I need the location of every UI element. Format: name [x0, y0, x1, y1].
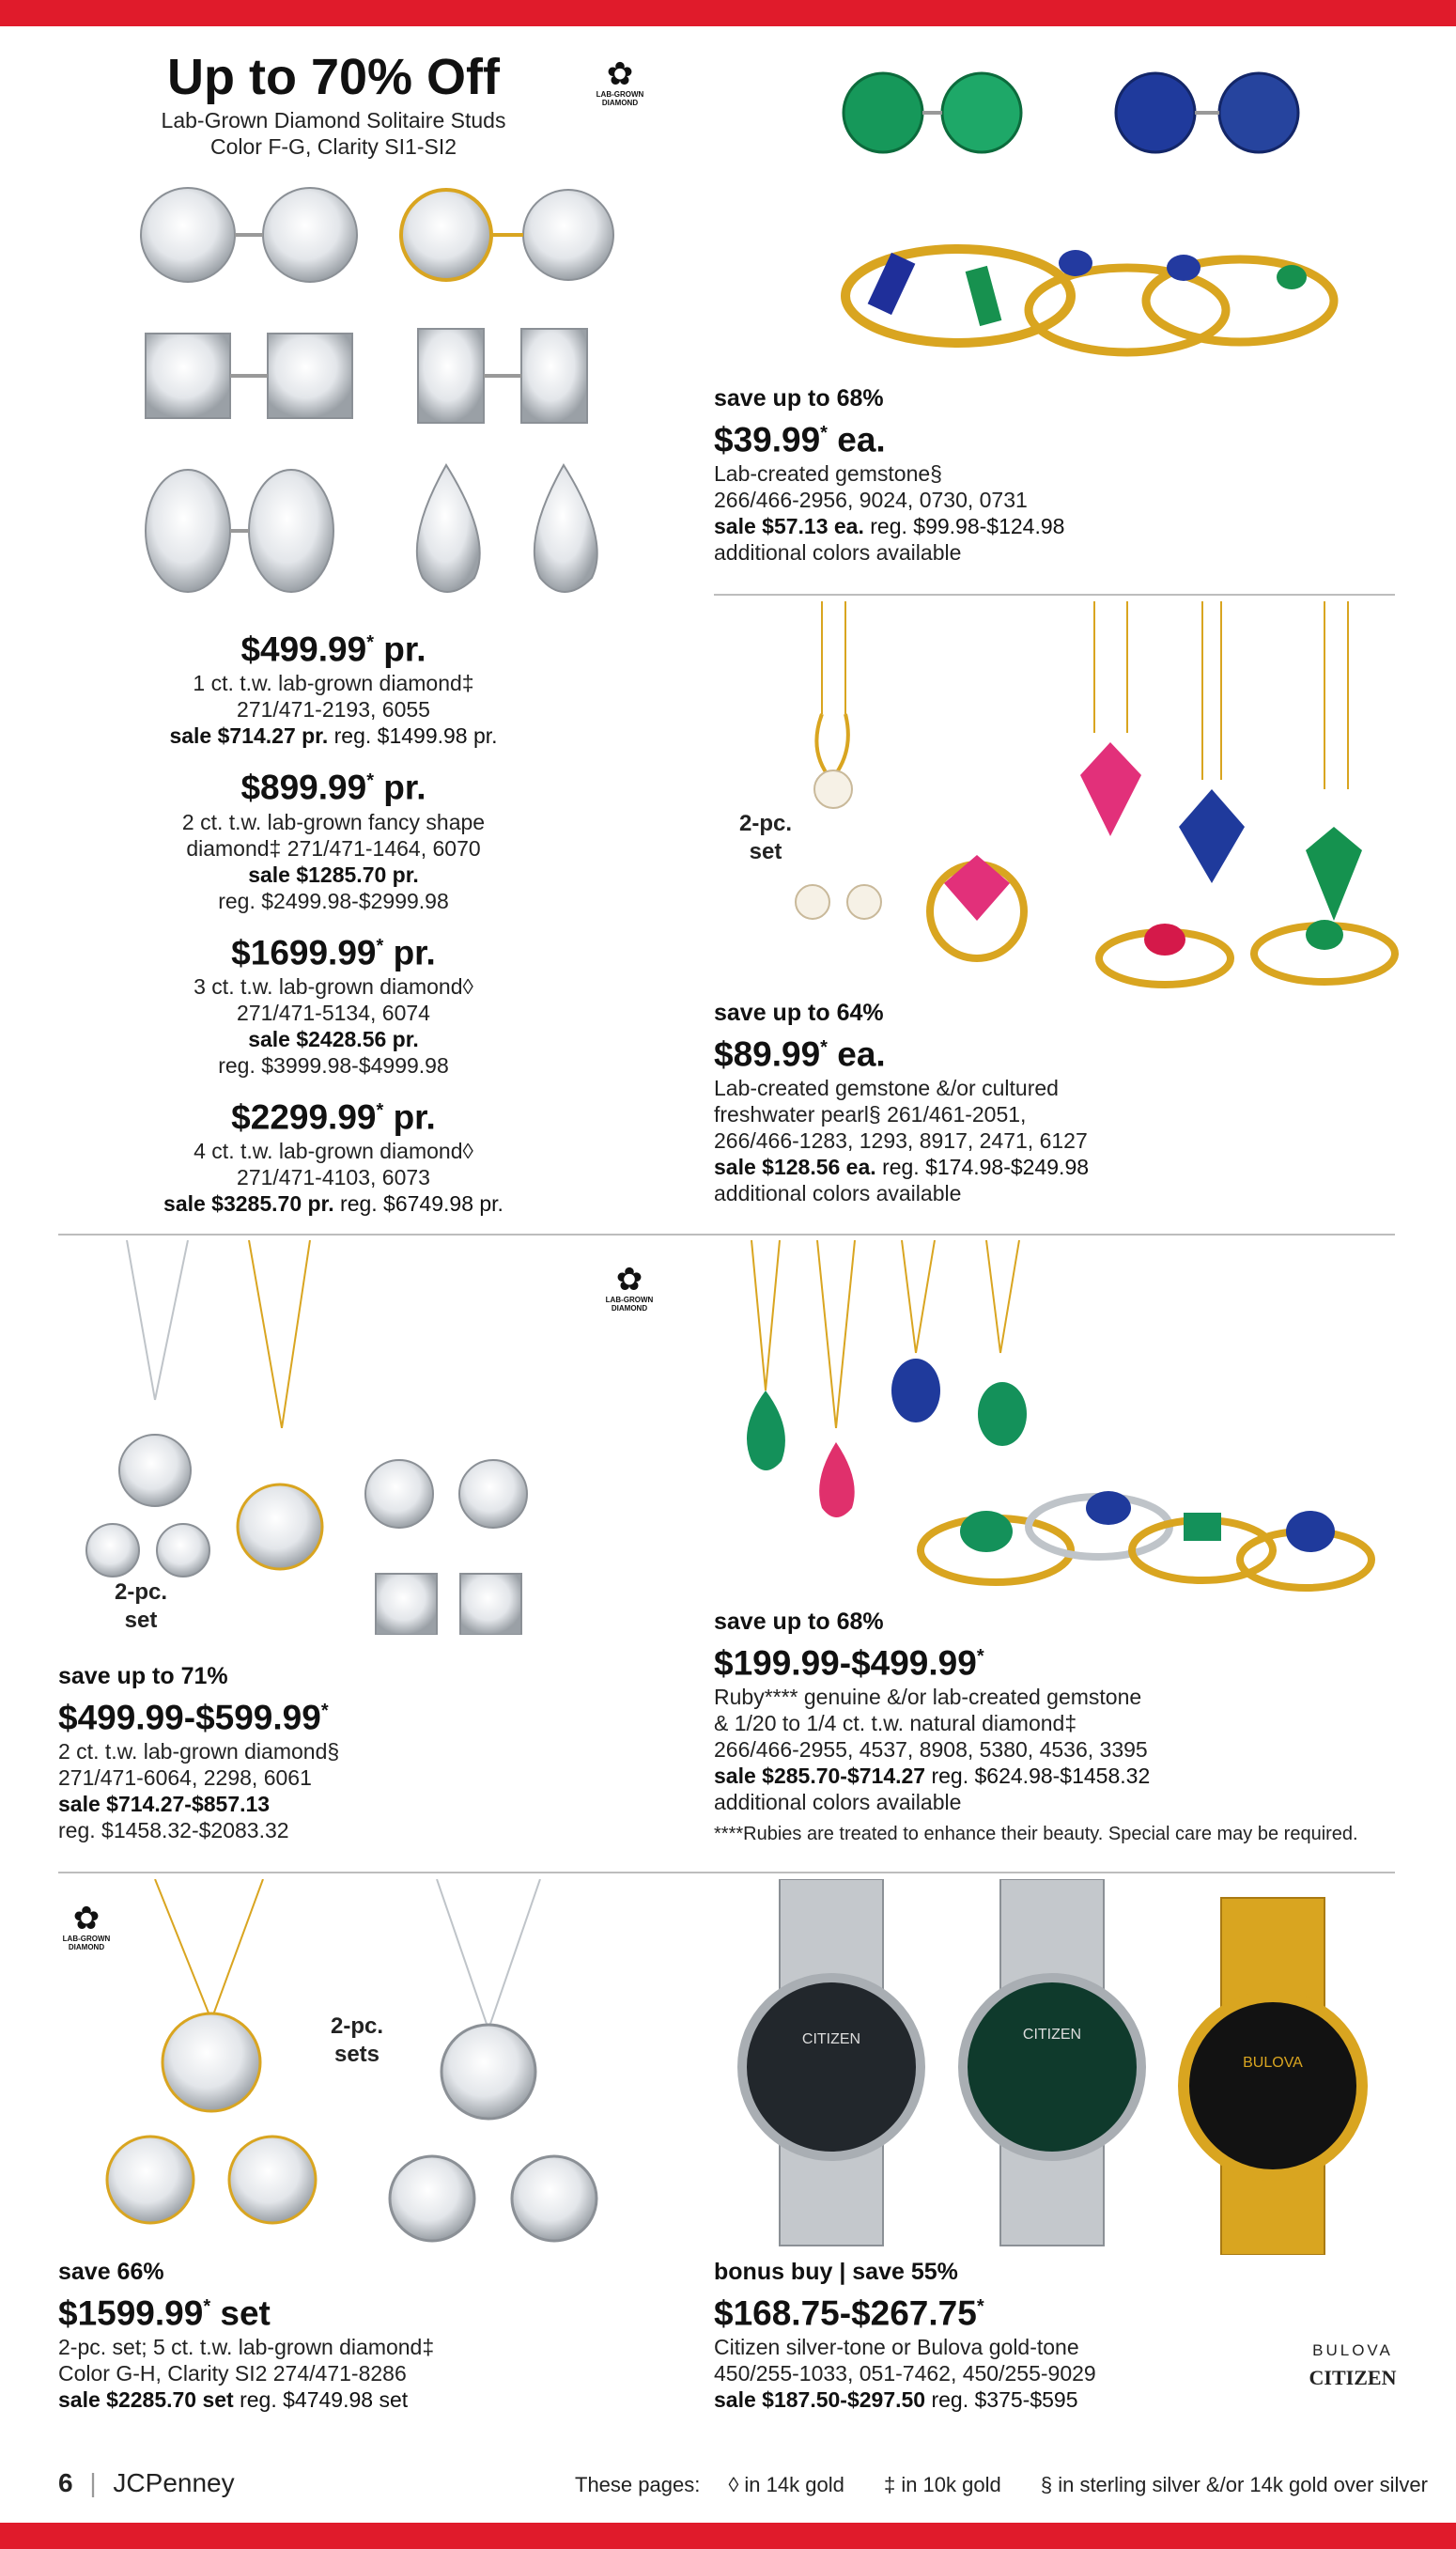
studs-item-2-price: $899.99 [240, 768, 367, 807]
watches-price: $168.75-$267.75 [714, 2293, 977, 2333]
watch-dial-citizen: CITIZEN [1022, 2027, 1082, 2043]
bulova-logo: BULOVA [1312, 2341, 1393, 2359]
studs-item-3: $1699.99* pr. 3 ct. t.w. lab-grown diamond◊ 271/471-5134, 6074 sale $2428.56 pr. reg. $3999.98-$4999.98 [194, 932, 473, 1078]
footer-legend: These pages: ◊ in 14k gold ‡ in 10k gold § in sterling silver &/or 14k gold over silver [575, 2473, 1428, 2496]
lab-grown-badge: ✿ LAB-GROWN DIAMOND [601, 1264, 658, 1313]
lab-grown-diamond-icon: ✿ [615, 1262, 643, 1298]
pendant-stud-set-image [75, 1240, 601, 1635]
solitaire-set-offer: save 66% $1599.99* set 2-pc. set; 5 ct. t.w. lab-grown diamond‡ Color G-H, Clarity SI2 274/471-8286 sale $2285.70 set reg. $4749.98 set [58, 2259, 678, 2413]
watches-offer: bonus buy | save 55% $168.75-$267.75* Citizen silver-tone or Bulova gold-tone 450/255-1033, 051-7462, 450/255-9029 sale $187.50-$297.50 reg. $375-$595 [714, 2259, 1278, 2413]
citizen-logo: CITIZEN [1309, 2366, 1397, 2389]
pendants-rings-image [770, 601, 1409, 996]
solitaire-set-price: $1599.99 [58, 2293, 204, 2333]
ruby-gemstone-jewelry-image [723, 1240, 1381, 1616]
studs-item-1: $499.99* pr. 1 ct. t.w. lab-grown diamond‡ 271/471-2193, 6055 sale $714.27 pr. reg. $1499.98 pr. [169, 629, 498, 749]
studs-headline: Up to 70% Off [166, 49, 500, 105]
watch-dial-bulova: BULOVA [1243, 2055, 1303, 2071]
page-footer-id: 6 | JCPenney [58, 2468, 235, 2497]
solitaire-set-save: save 66% [58, 2259, 164, 2285]
watch-brand-logos [1296, 2339, 1409, 2394]
gem-rings-offer: save up to 68% $39.99* ea. Lab-created gemstone§ 266/466-2956, 9024, 0730, 0731 sale $57.13 ea. reg. $99.98-$124.98 additional colors available [714, 385, 1371, 566]
ruby-footnote: ****Rubies are treated to enhance their beauty. Special care may be required. [714, 1824, 1358, 1845]
gem-rings-save: save up to 68% [714, 385, 884, 412]
gem-rings-price: $39.99 [714, 420, 821, 459]
studs-clarity: Color F-G, Clarity SI1-SI2 [210, 134, 457, 159]
pendant-set-offer: save up to 71% $499.99-$599.99* 2 ct. t.w. lab-grown diamond§ 271/471-6064, 2298, 6061 sale $714.27-$857.13 reg. $1458.32-$2083.32 [58, 1663, 678, 1843]
studs-item-3-price: $1699.99 [231, 932, 377, 971]
pendant-set-price: $499.99-$599.99 [58, 1698, 321, 1737]
solitaire-sets-image [94, 1879, 620, 2264]
studs-item-4: $2299.99* pr. 4 ct. t.w. lab-grown diamond◊ 271/471-4103, 6073 sale $3285.70 pr. reg. $6749.98 pr. [163, 1097, 503, 1217]
watches-save: bonus buy | save 55% [714, 2259, 958, 2285]
studs-header [132, 47, 535, 160]
divider [714, 594, 1395, 596]
page-number: 6 [58, 2468, 73, 2497]
pendant-set-save: save up to 71% [58, 1663, 228, 1689]
ruby-save: save up to 68% [714, 1609, 884, 1635]
lab-grown-badge: ✿ LAB-GROWN DIAMOND [592, 58, 648, 107]
top-brand-bar [0, 0, 1456, 26]
store-name: JCPenney [113, 2468, 235, 2497]
studs-item-4-price: $2299.99 [231, 1097, 377, 1137]
lab-grown-diamond-icon: ✿ [606, 56, 634, 92]
lab-grown-badge: ✿ LAB-GROWN DIAMOND [58, 1903, 115, 1951]
studs-subtitle: Lab-Grown Diamond Solitaire Studs [161, 108, 506, 132]
ruby-offer: save up to 68% $199.99-$499.99* Ruby**** genuine &/or lab-created gemstone & 1/20 to 1/4 ct. t.w. natural diamond‡ 266/466-2955, 4537, 8908, 5380, 4536, 3395 sale $285.70-$714.27 reg. $624.98-$1458.32 additional colors available ****Rubies are treated to enhance their beauty. Special care may be required. [714, 1609, 1409, 1851]
divider [58, 1234, 1395, 1236]
stud-earrings-image [122, 174, 629, 615]
solitaire-set-label: 2-pc. sets [330, 2013, 383, 2067]
studs-item-2: $899.99* pr. 2 ct. t.w. lab-grown fancy shape diamond‡ 271/471-1464, 6070 sale $1285.70 pr. reg. $2499.98-$2999.98 [181, 768, 486, 913]
studs-price-list [132, 622, 535, 1217]
watch-dial-citizen: CITIZEN [801, 2031, 861, 2047]
gemstone-earrings-rings-image [827, 56, 1409, 381]
studs-item-1-price: $499.99 [240, 629, 367, 669]
pearl-offer: save up to 64% $89.99* ea. Lab-created gemstone &/or cultured freshwater pearl§ 261/461-2051, 266/466-1283, 1293, 8917, 2471, 6127 sale $128.56 ea. reg. $174.98-$249.98 additional colors available [714, 1000, 1390, 1206]
lab-grown-diamond-icon: ✿ [72, 1901, 101, 1936]
bottom-brand-bar [0, 2523, 1456, 2549]
pearl-set-label: 2-pc. set [738, 811, 792, 864]
watches-image [723, 1879, 1400, 2255]
pearl-price: $89.99 [714, 1034, 821, 1074]
pearl-save: save up to 64% [714, 1000, 884, 1026]
pendant-set-label: 2-pc. set [114, 1579, 167, 1633]
divider [58, 1872, 1395, 1873]
ruby-price: $199.99-$499.99 [714, 1643, 977, 1683]
